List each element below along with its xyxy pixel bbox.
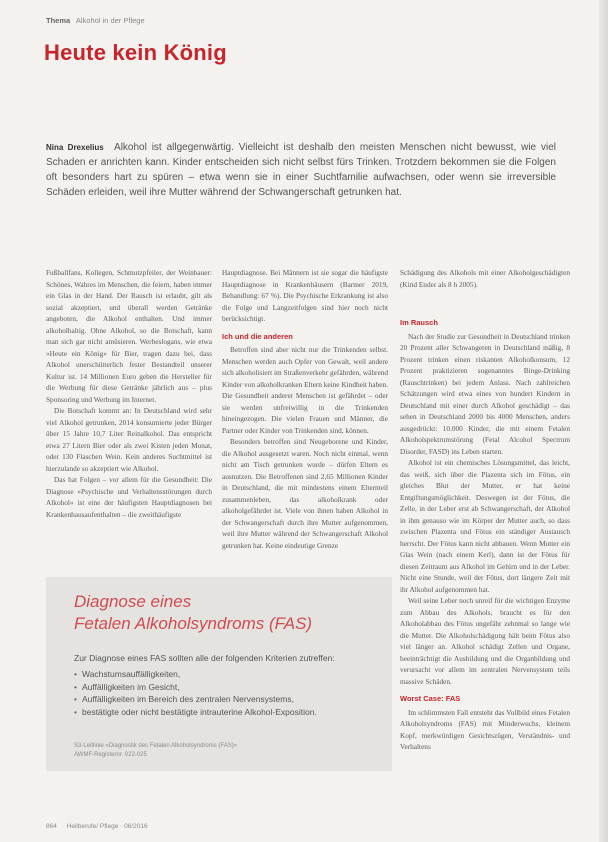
fas-box-intro: Zur Diagnose eines FAS sollten alle der folgenden Kriterien zutreffen: (74, 653, 335, 663)
section-title: Alkohol in der Pflege (75, 16, 145, 25)
lead-text: Alkohol ist allgegenwärtig. Vielleicht ist deshalb den meisten Menschen nicht bewusst, wie viel Schaden er anrichten kann. Kinder entscheiden sich nicht selbst fürs Trinken. Trotzdem bekommen sie die Folgen oft besonders hart zu spüren – etwa wenn sie in einer Suchtfamilie aufwachsen, oder wenn sie irreversible Schäden erleiden, weil ihre Mutter während der Schwangerschaft getrunken hat. (46, 142, 556, 198)
fas-criterion: • Wachstumsauffälligkeiten, (74, 668, 317, 681)
fas-source-line-1: S3-Leitlinie »Diagnostik des Fetalen Alkoholsyndroms (FAS)« (74, 743, 238, 749)
section-kicker: Thema (46, 16, 71, 25)
publication-name: Heilberufe/ Pflege · 06/2016 (66, 823, 148, 830)
body-paragraph: Die Botschaft kommt an: In Deutschland wird sehr viel Alkohol getrunken, 2014 konsumierte jeder Bürger über 15 Jahre 10,7 Liter Reinalkohol. Das entspricht etwa 27 Litern Bier oder als zwei Kisten jeden Monat, oder 130 Flaschen Wein. Kein anderes Suchtmittel ist hierzulande so akzeptiert wie Alkohol. (46, 406, 212, 473)
fas-box-source (74, 742, 374, 760)
section-header (46, 16, 145, 25)
page-number: 864 (46, 823, 57, 830)
body-column-3-top (400, 267, 570, 290)
subheading-ich-und-die-anderen: Ich und die anderen (222, 331, 293, 341)
fas-criteria-list (74, 668, 317, 718)
fas-source-line-2: AWMF-Registernr. 022-025 (74, 752, 147, 758)
body-paragraph: Hauptdiagnose. Bei Männern ist sie sogar die häufigste Hauptdiagnose in Krankenhäusern (Barmer 2019, Behandlung: 67 %). Die Psychische Erkrankung ist also die Folge und Langzeitfolgen sind hier noch nicht berücksichtigt. (222, 268, 388, 323)
body-paragraph: Betroffen sind aber nicht nur die Trinkenden selbst. Menschen werden auch Opfer von Gewalt, weil andere sich alkoholisiert im Straßenverkehr gefährden, während Kinder von alkoholkranken Eltern keine Kindheit haben. Die Gesundheit anderer Menschen ist gefährdet – oder sie werden unfreiwillig in die Trinkenden hineingezogen. Die vielen Frauen und Männer, die Partner oder Kinder von Trinkenden sind, können. (222, 345, 388, 435)
body-paragraph: Das hat Folgen – vor allem für die Gesundheit: Die Diagnose »Psychische und Verhaltensstörungen durch Alkohol« ist eine der häufigsten Hauptdiagnosen bei Krankenhausaufenthalten – die zweithäufigste (46, 475, 212, 519)
fas-criterion: • Auffälligkeiten im Gesicht, (74, 681, 317, 694)
subheading-worst-case-fas: Worst Case: FAS (400, 694, 461, 703)
fas-criterion: • bestätigte oder nicht bestätigte intrauterine Alkohol-Exposition. (74, 706, 317, 719)
fas-criterion: • Auffälligkeiten im Bereich des zentralen Nervensystems, (74, 693, 317, 706)
body-paragraph: Fußballfans, Kollegen, Schmutzpfeiler, der Weinbauer: Schönes, Wahres im Menschen, die feiern, haben immer ein Glas in der Hand. Der Rausch ist erlaubt, gilt als sozial akzeptiert, und überall werden Getränke angeboten, die Alkohol enthalten. Und immer alkoholhaltig. Ohne Alkohol, so die Botschaft, kann man sich gar nicht amüsieren. Werbeslogans, wie etwa »Heute ein König« für Bier, tragen dazu bei, dass Alkohol unerschütterlich fester Bestandteil unserer Kultur ist. 14 Millionen Euro geben die Hersteller für die Werbung für diese Getränke jährlich aus – plus Sponsoring und Werbung im Internet. (46, 268, 212, 404)
page-footer (46, 823, 148, 830)
subheading-im-rausch: Im Rausch (400, 318, 438, 327)
body-column-3 (400, 311, 570, 753)
body-paragraph: Im schlimmsten Fall entsteht das Vollbild eines Fetalen Alkoholsyndroms (FAS) mit Minderwuchs, kleinem Kopf, merkwürdigen Gesichtszügen, Verständnis- und Verhaltens (400, 707, 570, 751)
fas-box-title (74, 591, 312, 635)
body-paragraph: Schädigung des Alkohols mit einer Alkoholgeschädigten (Kind Ender als 8 h 2005). (400, 268, 570, 289)
page-edge-shadow (599, 0, 608, 842)
article-lead (46, 140, 556, 200)
author-name: Nina Drexelius (46, 143, 104, 152)
fas-title-line-1: Diagnose eines (74, 592, 192, 611)
article-headline: Heute kein König (44, 40, 227, 65)
fas-diagnosis-box (46, 577, 392, 771)
body-paragraph: Weil seine Leber noch unreif für die wichtigen Enzyme zum Abbau des Alkohols, braucht es für den Alkoholabbau des Fötus ungefähr zehnmal so lange wie die Mutter. Die Alkoholschädigung hält beim Fötus also viel länger an. Alkohol schädigt Zellen und Organe, beeinträchtigt die Ausbildung und die Organbildung und verursacht vor allem im zentralen Nervensystem teils massive Schäden. (400, 596, 570, 686)
body-paragraph: Nach der Studie zur Gesundheit in Deutschland trinken 20 Prozent aller Schwangeren in Deutschland mäßig, 8 Prozent trinken einen riskanten Alkoholkonsum, 12 Prozent praktizieren sogenanntes Binge-Drinking (Rauschtrinken) bei jedem Anlass. Nach zahlreichen Schätzungen wird etwa eines von hundert Kindern in Deutschland mit einer durch Alkohol geschädigt – das sehen in Deutschland 2000 bis 4000 Menschen, anders ausgedrückt: 10.000 Kinder, die mit einem Fetalen Alkoholspektrumstörung (Fetal Alcohol Spectrum Disorder, FASD) ins Leben starten. (400, 331, 570, 456)
fas-title-line-2: Fetalen Alkoholsyndroms (FAS) (74, 614, 313, 633)
body-paragraph: Besonders betroffen sind Neugeborene und Kinder, die Alkohol ausgesetzt waren. Noch nicht einmal, wenn nicht am Tisch getrunken wurde – dürfen Eltern es ausnutzen. Die Betroffenen sind 2,65 Millionen Kinder in Deutschland, die mit mindestens einem Elternteil zusammenleben, das alkoholkrank oder alkoholgefährdet ist. Viele von ihnen haben Alkohol in der Schwangerschaft durch ihre Mutter aufgenommen, weil ihre Mutter während der Schwangerschaft Alkohol getrunken hat. Keine eindeutige Grenze (222, 437, 388, 550)
body-paragraph: Alkohol ist ein chemisches Lösungsmittel, das leicht, das weiß, sich über die Plazenta sich im Fötus, ein gleiches Blut der Mutter, er hat keine Entgiftungsmöglichkeit. Deswegen ist der Fötus, die Zelle, in der Leber erst ab Schwangerschaft, der Alkohol in ihm genauso wie im Körper der Mutter auch, so dass zwischen Plazenta und Fötus ein ständiger Austausch herrscht. Der Fötus kann nicht abbauen. Wenn Mutter ein Glas Wein (nach einem Kerl), dann ist der Fötus für diesen Zeitraum aus Alkohol im Gehirn und in der Leber. Nicht eine Stunde, weil der Fötus, dort längere Zeit mit ihr Alkohol aufgenommen hat. (400, 458, 570, 594)
body-column-2 (222, 267, 388, 551)
body-column-1 (46, 267, 212, 520)
